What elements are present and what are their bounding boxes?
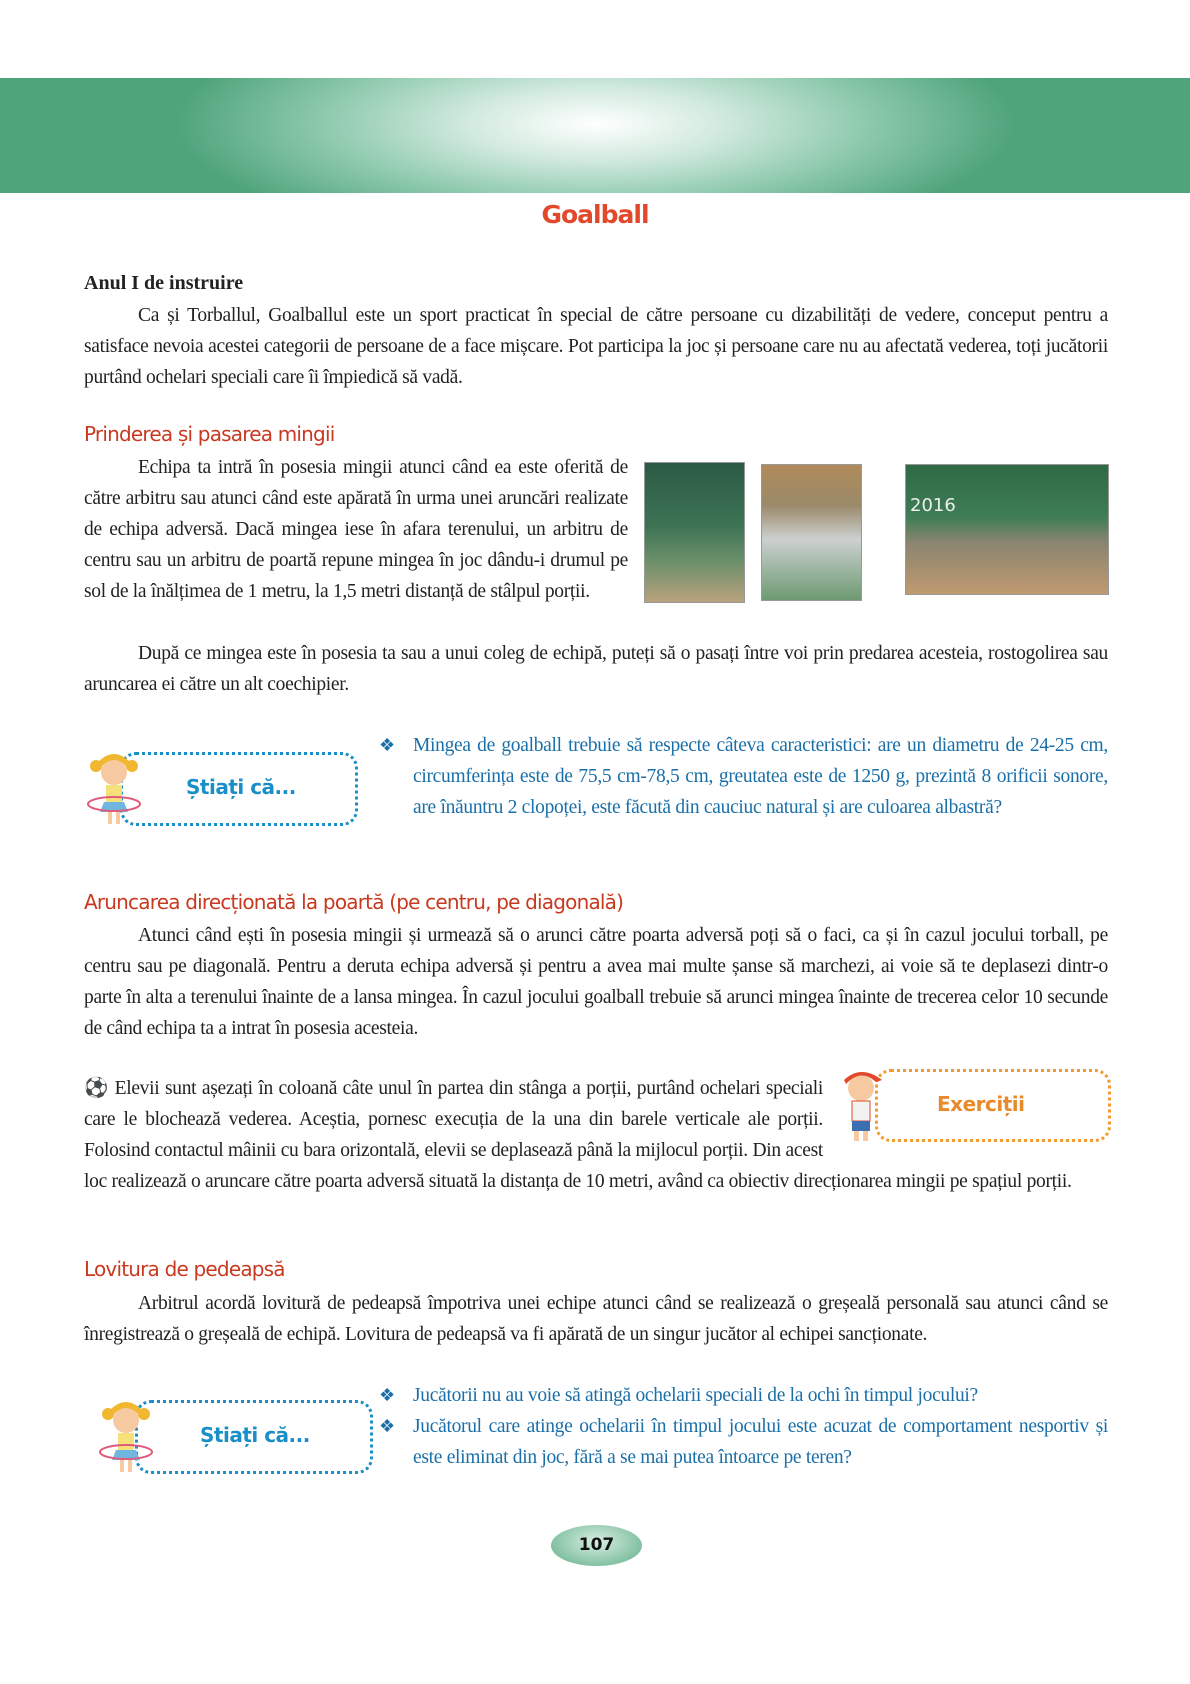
exercise-text: Elevii sunt așezați în coloană câte unul în partea din stânga a porții, purtând ochelari speciali care le blochează vederea. Aceștia, pornesc execuția de la una din barele verticale ale porții. Folosind contactul mâinii cu bara orizontală, elevii se deplasează până la mijlocul porții. Din acest loc realizează o aruncare către poarta adversă situată la distanța de 10 metri, având ca obiectiv direcționarea mingii pe spațiul porții. [84,1078,1072,1192]
section-heading-directed-throw: Aruncarea direcționată la poartă (pe centru, pe diagonală) [84,890,624,914]
intro-paragraph [84,300,1108,393]
passing-text: După ce mingea este în posesia ta sau a unui coleg de echipă, puteți să o pasați între voi prin predarea acesteia, rostogolirea sau aruncarea ei către un alt coechipier. [84,643,1108,695]
girl-hula-hoop-icon [86,752,142,833]
bullet-text: Mingea de goalball trebuie să respecte câteva caracteristici: are un diametru de 24-25 cm, circumferința este de 75,5 cm-78,5 cm, greutatea este de 1250 g, prezintă 8 orificii sonore, are înăuntru 2 clopoței, este făcută din cauciuc natural și are culoarea albastră? [413,735,1108,818]
bullet-icon: ❖ [379,1416,395,1436]
exercise-paragraph [84,1073,1108,1197]
catching-paragraph [84,452,628,607]
did-you-know-label-1: Știați că... [186,775,296,799]
penalty-paragraph [84,1288,1108,1350]
penalty-text: Arbitrul acordă lovitură de pedeapsă împotriva unei echipe atunci când se realizează o greșeală personală sau atunci când se înregistrează o greșeală de echipă. Lovitura de pedeapsă va fi apărată de un singur jucător al echipei sancționate. [84,1293,1108,1345]
photo-goalkeeper-save [905,464,1109,595]
header-band [0,78,1190,193]
directed-throw-text: Atunci când ești în posesia mingii și urmează să o arunci către poarta adversă poți să o faci, ca și în cazul jocului torball, pe centru sau pe diagonală. Pentru a deruta echipa adversă și pentru a avea mai multe șanse să marchezi, ai voie să te deplasezi dintr-o parte în alta a terenului înainte de a lansa mingea. În cazul jocului goalball trebuie să arunci mingea înainte de trecerea celor 10 secunde de când echipa ta a intrat în posesia acesteia. [84,925,1108,1039]
passing-paragraph [84,638,1108,700]
exercises-label: Exerciții [937,1092,1025,1116]
page-number: 107 [551,1525,642,1566]
page-title: Goalball [541,200,649,229]
bullet-icon: ❖ [379,735,395,755]
float-spacer [823,1073,1108,1163]
did-you-know-bullet-2a [379,1380,1108,1411]
catching-text: Echipa ta intră în posesia mingii atunci când ea este oferită de către arbitru sau atunci când este apărată în urma unei aruncări realizate de echipa adversă. Dacă mingea iese în afara terenului, un arbitru de centru sau un arbitru de poartă repune mingea în joc dându-i drumul pe sol de la înălțimea de 1 metru, la 1,5 metri distanță de stâlpul porții. [84,457,628,602]
intro-text: Ca și Torballul, Goalballul este un sport practicat în special de către persoane cu dizabilități de vedere, conceput pentru a satisface nevoia acestei categorii de persoane de a face mișcare. Pot participa la joc și persoane care nu au afectată vederea, toți jucătorii purtând ochelari speciali care îi împiedică să vadă. [84,305,1108,388]
section-heading-catching: Prinderea și pasarea mingii [84,422,335,446]
did-you-know-bullet-2b [379,1411,1108,1473]
section-heading-penalty: Lovitura de pedeapsă [84,1257,285,1281]
section-heading-year: Anul I de instruire [84,272,244,294]
directed-throw-paragraph [84,920,1108,1044]
photo-referee-ball [644,462,745,603]
girl-hula-hoop-icon [98,1400,154,1481]
did-you-know-bullet-1 [379,730,1108,823]
bullet-text: Jucătorii nu au voie să atingă ochelarii speciali de la ochi în timpul jocului? [413,1385,978,1406]
photo-caption-year: 2016 [910,495,956,516]
did-you-know-label-2: Știați că... [200,1423,310,1447]
soccer-ball-icon: ⚽ [84,1078,109,1099]
bullet-icon: ❖ [379,1385,395,1405]
bullet-text: Jucătorul care atinge ochelarii în timpul jocului este acuzat de comportament nesportiv și este eliminat din joc, fără a se mai putea întoarce pe teren? [413,1416,1108,1468]
photo-players-passing [761,464,862,601]
